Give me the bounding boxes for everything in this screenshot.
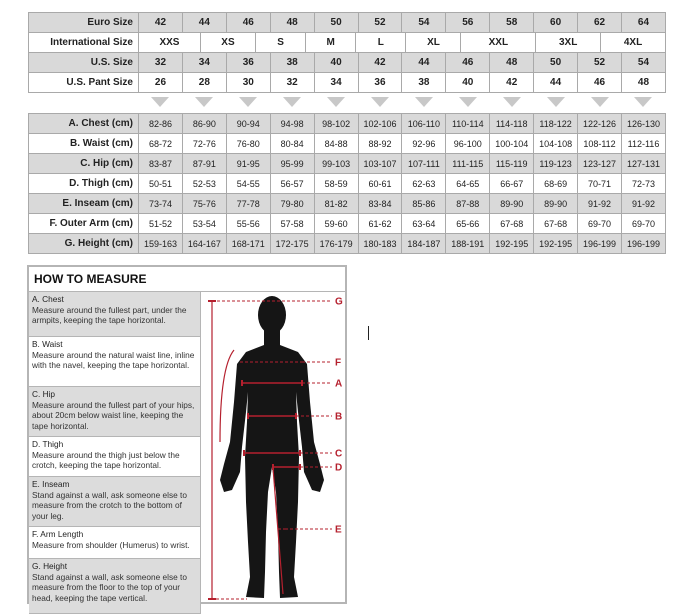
size-cell: 104-108 (534, 134, 578, 154)
size-cell: 83-87 (139, 154, 183, 174)
size-cell: 58 (490, 13, 534, 33)
measure-label: E (335, 524, 342, 536)
size-cell: 112-116 (621, 134, 665, 154)
size-cell: 80-84 (270, 134, 314, 154)
size-cell: 50-51 (139, 174, 183, 194)
measure-step (29, 387, 201, 437)
size-cell: 51-52 (139, 214, 183, 234)
size-cell: 50 (314, 13, 358, 33)
size-cell: 59-60 (314, 214, 358, 234)
size-cell: 42 (490, 73, 534, 93)
row-label: G. Height (cm) (29, 234, 139, 254)
size-cell: 64-65 (446, 174, 490, 194)
size-cell: XL (405, 33, 460, 52)
size-cell: 86-90 (182, 114, 226, 134)
size-cell: 192-195 (534, 234, 578, 254)
size-cell: 94-98 (270, 114, 314, 134)
size-cell: 64 (621, 13, 665, 33)
arrow-down-icon (547, 97, 565, 107)
size-cell: 77-78 (226, 194, 270, 214)
size-cell: 68-72 (139, 134, 183, 154)
measure-label: A (335, 378, 343, 390)
size-cell: 30 (226, 73, 270, 93)
step-title: D. Thigh (32, 439, 64, 449)
measure-step (29, 292, 201, 337)
size-cell: 67-68 (490, 214, 534, 234)
size-cell: 79-80 (270, 194, 314, 214)
measure-label: B (335, 411, 343, 423)
size-cell: M (305, 33, 355, 52)
size-cell: 91-95 (226, 154, 270, 174)
us-pant-size-row (29, 73, 666, 93)
size-cell: 184-187 (402, 234, 446, 254)
size-cell: 103-107 (358, 154, 402, 174)
size-cell: 96-100 (446, 134, 490, 154)
size-cell: 98-102 (314, 114, 358, 134)
measurement-row (29, 114, 666, 134)
size-cell: 82-86 (139, 114, 183, 134)
size-cell: 44 (182, 13, 226, 33)
step-title: G. Height (32, 561, 68, 571)
measurement-row (29, 194, 666, 214)
size-cell: 108-112 (578, 134, 622, 154)
size-cell: 172-175 (270, 234, 314, 254)
size-cell: 83-84 (358, 194, 402, 214)
text-cursor-icon (368, 326, 369, 340)
size-cell: 28 (182, 73, 226, 93)
arrow-down-icon (634, 97, 652, 107)
size-cell: XXS (159, 37, 180, 48)
size-cell: 127-131 (621, 154, 665, 174)
size-cell: 106-110 (402, 114, 446, 134)
size-cell: 48 (490, 53, 534, 73)
size-cell: 114-118 (490, 114, 534, 134)
measure-step (29, 527, 201, 559)
size-cell: 42 (139, 13, 183, 33)
size-cell: 36 (226, 53, 270, 73)
us-size-row (29, 53, 666, 73)
size-cell: 54-55 (226, 174, 270, 194)
size-cell: 168-171 (226, 234, 270, 254)
step-title: A. Chest (32, 294, 64, 304)
size-cell: 65-66 (446, 214, 490, 234)
step-text: Measure around the fullest part, under the armpits, keeping the tape horizontal. (32, 304, 187, 325)
row-label: B. Waist (cm) (29, 134, 139, 154)
size-cell: 38 (270, 53, 314, 73)
size-cell: 54 (402, 13, 446, 33)
size-cell: 62-63 (402, 174, 446, 194)
size-cell: 84-88 (314, 134, 358, 154)
size-cell: 126-130 (621, 114, 665, 134)
size-cell: 192-195 (490, 234, 534, 254)
size-cell: 119-123 (534, 154, 578, 174)
arrow-down-icon (327, 97, 345, 107)
size-cell: 176-179 (314, 234, 358, 254)
size-cell: 70-71 (578, 174, 622, 194)
size-cell: 56-57 (270, 174, 314, 194)
step-text: Measure around the fullest part of your hips, about 20cm below waist line, keeping the tape horizontal. (32, 399, 195, 431)
size-cell: 188-191 (446, 234, 490, 254)
measurement-row (29, 154, 666, 174)
row-label: C. Hip (cm) (29, 154, 139, 174)
row-label: A. Chest (cm) (29, 114, 139, 134)
size-cell: 76-80 (226, 134, 270, 154)
size-cell: 48 (621, 73, 665, 93)
size-cell: 72-76 (182, 134, 226, 154)
measure-step (29, 477, 201, 527)
step-title: C. Hip (32, 389, 56, 399)
size-cell: L (355, 33, 405, 52)
size-cell: 46 (226, 13, 270, 33)
size-cell: 115-119 (490, 154, 534, 174)
row-label: F. Outer Arm (cm) (29, 214, 139, 234)
size-cell: 87-91 (182, 154, 226, 174)
row-label: U.S. Pant Size (29, 73, 139, 93)
row-label: Euro Size (29, 13, 139, 33)
size-cell: 69-70 (578, 214, 622, 234)
size-cell: 38 (402, 73, 446, 93)
measurement-row (29, 134, 666, 154)
size-cell: 4XL (600, 33, 665, 52)
size-cell: 63-64 (402, 214, 446, 234)
size-cell: 81-82 (314, 194, 358, 214)
size-cell: 32 (270, 73, 314, 93)
size-cell: 73-74 (139, 194, 183, 214)
row-label: International Size (29, 33, 139, 53)
row-label: E. Inseam (cm) (29, 194, 139, 214)
size-cell: S (255, 33, 305, 52)
arrow-down-icon (151, 97, 169, 107)
size-cell: 110-114 (446, 114, 490, 134)
measurement-row (29, 214, 666, 234)
size-cell: 159-163 (139, 234, 183, 254)
size-cell: 66-67 (490, 174, 534, 194)
size-cell: 48 (270, 13, 314, 33)
size-cell: 87-88 (446, 194, 490, 214)
measure-step (29, 437, 201, 477)
measure-step (29, 559, 201, 614)
size-cell: 53-54 (182, 214, 226, 234)
size-cell: 92-96 (402, 134, 446, 154)
size-cell: 180-183 (358, 234, 402, 254)
arrow-down-icon (459, 97, 477, 107)
size-cell: 62 (578, 13, 622, 33)
measurement-row (29, 234, 666, 254)
size-cell: 68-69 (534, 174, 578, 194)
size-chart-table (28, 12, 666, 254)
size-cell: 118-122 (534, 114, 578, 134)
size-cell: 69-70 (621, 214, 665, 234)
size-cell: 75-76 (182, 194, 226, 214)
size-cell: XS (200, 33, 255, 52)
step-text: Stand against a wall, ask someone else to measure from the crotch to the bottom of your leg. (32, 489, 187, 521)
size-cell: 100-104 (490, 134, 534, 154)
international-size-row (29, 33, 666, 53)
size-cell: 164-167 (182, 234, 226, 254)
size-cell: XXL (460, 33, 535, 52)
size-cell: 60-61 (358, 174, 402, 194)
size-cell: 58-59 (314, 174, 358, 194)
size-cell: 89-90 (490, 194, 534, 214)
size-cell: 85-86 (402, 194, 446, 214)
size-cell: 34 (314, 73, 358, 93)
step-title: B. Waist (32, 339, 63, 349)
size-cell: 3XL (535, 33, 600, 52)
measure-label: F (335, 357, 342, 369)
row-label: D. Thigh (cm) (29, 174, 139, 194)
measurement-row (29, 174, 666, 194)
size-cell: 196-199 (621, 234, 665, 254)
size-cell: 52 (578, 53, 622, 73)
size-cell: 44 (402, 53, 446, 73)
size-cell: 34 (182, 53, 226, 73)
size-cell: 72-73 (621, 174, 665, 194)
size-cell: 122-126 (578, 114, 622, 134)
size-cell: 60 (534, 13, 578, 33)
size-cell: 107-111 (402, 154, 446, 174)
size-cell: 40 (446, 73, 490, 93)
size-cell: 40 (314, 53, 358, 73)
size-cell: 42 (358, 53, 402, 73)
size-cell: 90-94 (226, 114, 270, 134)
body-measurement-figure (202, 292, 347, 602)
measure-label: G (335, 296, 343, 308)
size-cell: 26 (139, 73, 183, 93)
row-label: U.S. Size (29, 53, 139, 73)
size-cell: 54 (621, 53, 665, 73)
arrow-down-icon (371, 97, 389, 107)
size-cell: 91-92 (621, 194, 665, 214)
size-cell: 52-53 (182, 174, 226, 194)
measure-label: C (335, 448, 343, 460)
size-cell: 44 (534, 73, 578, 93)
size-cell: 95-99 (270, 154, 314, 174)
size-cell: 123-127 (578, 154, 622, 174)
arrow-down-icon (239, 97, 257, 107)
size-cell: 52 (358, 13, 402, 33)
size-cell: 46 (446, 53, 490, 73)
step-title: E. Inseam (32, 479, 70, 489)
step-text: Measure around the natural waist line, inline with the navel, keeping the tape horizontal. (32, 349, 195, 370)
size-cell: 61-62 (358, 214, 402, 234)
arrow-down-icon (195, 97, 213, 107)
size-cell: 88-92 (358, 134, 402, 154)
size-cell: 56 (446, 13, 490, 33)
step-text: Measure around the thigh just below the crotch, keeping the tape horizontal. (32, 449, 180, 470)
arrow-down-icon (283, 97, 301, 107)
size-cell: 196-199 (578, 234, 622, 254)
measure-step (29, 337, 201, 387)
size-cell: 111-115 (446, 154, 490, 174)
size-cell: 32 (139, 53, 183, 73)
size-cell: 55-56 (226, 214, 270, 234)
arrow-down-icon (503, 97, 521, 107)
measure-label: D (335, 462, 343, 474)
arrow-down-icon (415, 97, 433, 107)
step-text: Measure from shoulder (Humerus) to wrist. (32, 539, 190, 550)
size-cell: 99-103 (314, 154, 358, 174)
measure-steps (29, 292, 201, 614)
how-to-measure-title: HOW TO MEASURE (29, 267, 345, 292)
size-cell: 89-90 (534, 194, 578, 214)
size-cell: 91-92 (578, 194, 622, 214)
size-cell: 57-58 (270, 214, 314, 234)
step-title: F. Arm Length (32, 529, 84, 539)
step-text: Stand against a wall, ask someone else to measure from the floor to the top of your head, keeping the tape vertical. (32, 571, 187, 603)
size-cell: 46 (578, 73, 622, 93)
size-cell: 67-68 (534, 214, 578, 234)
arrow-down-icon (591, 97, 609, 107)
size-cell: 50 (534, 53, 578, 73)
size-cell: 36 (358, 73, 402, 93)
euro-size-row (29, 13, 666, 33)
size-cell: 102-106 (358, 114, 402, 134)
how-to-measure-panel (27, 265, 347, 604)
